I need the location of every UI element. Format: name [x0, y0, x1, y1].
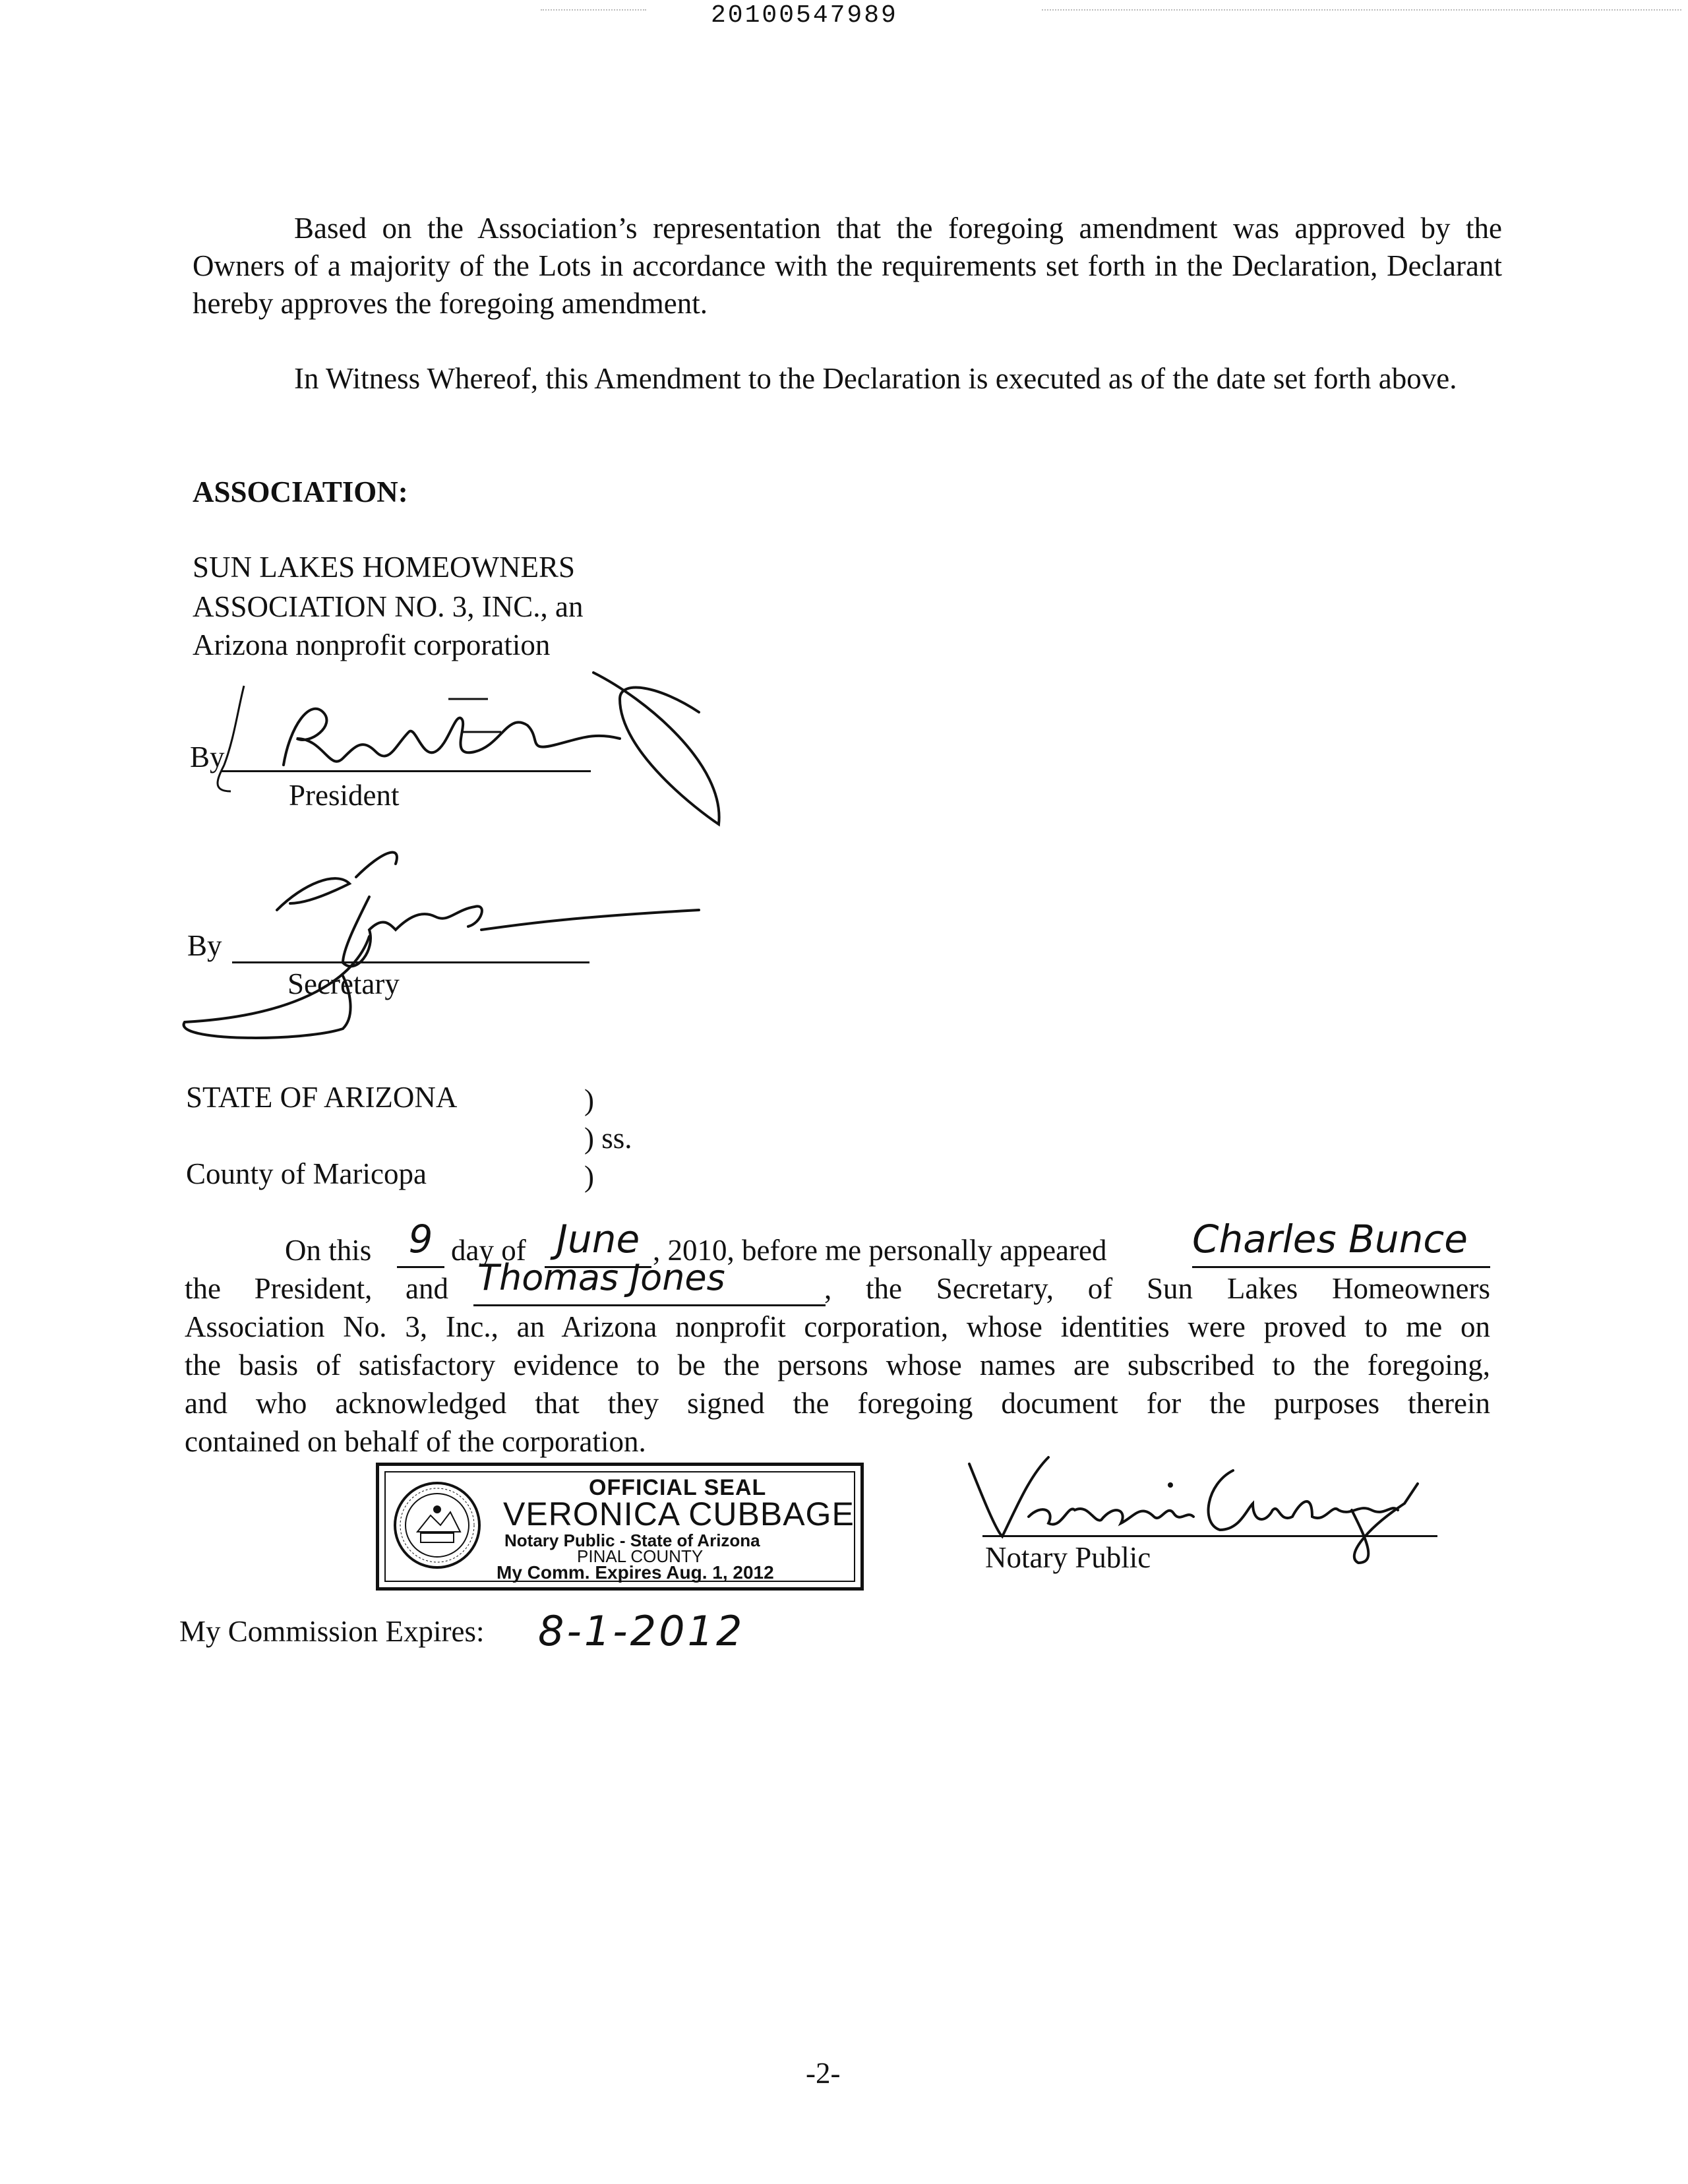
ack-secretary-name: Thomas Jones: [473, 1252, 826, 1306]
ack-line5: and who acknowledged that they signed the foregoing document for the purposes therein: [185, 1387, 1490, 1420]
venue-paren-ss: ) ss.: [584, 1122, 632, 1155]
association-name-line3: Arizona nonprofit corporation: [193, 628, 551, 661]
ack-line4: the basis of satisfactory evidence to be the persons whose names are subscribed to the foregoing,: [185, 1349, 1490, 1381]
page-number: -2-: [806, 2057, 841, 2090]
seal-official-seal: OFFICIAL SEAL: [589, 1475, 767, 1500]
state-seal-emblem-icon: [391, 1479, 483, 1571]
scan-line-left: [541, 9, 646, 11]
venue-paren-top: ): [584, 1083, 594, 1116]
ack-year-text: , 2010, before me personally appeared: [653, 1234, 1107, 1267]
ack-month-value: June: [545, 1212, 651, 1268]
association-name-line1: SUN LAKES HOMEOWNERS: [193, 551, 576, 584]
ack-the-president: the President, and: [185, 1272, 448, 1305]
approval-paragraph: Based on the Association’s representation that the foregoing amendment was approved by the Owners of a majority of the Lots in accordance with the requirements set forth in the Declaration, Declarant hereby approves the foregoing amendment.: [193, 212, 1502, 320]
seal-notary-name: VERONICA CUBBAGE: [503, 1496, 855, 1532]
seal-county: PINAL COUNTY: [577, 1546, 704, 1566]
notary-public-label: Notary Public: [985, 1541, 1151, 1574]
secretary-by-label: By: [187, 929, 222, 962]
ack-day-of: day of: [451, 1234, 526, 1267]
president-by-label: By: [190, 741, 225, 774]
ack-on-this: On this: [285, 1234, 372, 1267]
seal-expiration: My Comm. Expires Aug. 1, 2012: [497, 1562, 774, 1583]
ack-line3: Association No. 3, Inc., an Arizona nonprofit corporation, whose identities were proved to me on: [185, 1310, 1490, 1343]
association-name-line2: ASSOCIATION NO. 3, INC., an: [193, 590, 584, 623]
president-title-label: President: [289, 779, 400, 812]
witness-paragraph: In Witness Whereof, this Amendment to the Declaration is executed as of the date set forth above.: [294, 362, 1457, 395]
venue-county: County of Maricopa: [186, 1157, 427, 1190]
ack-the-secretary: , the Secretary, of Sun Lakes Homeowners: [824, 1272, 1490, 1305]
secretary-signature: [171, 844, 712, 1048]
venue-state: STATE OF ARIZONA: [186, 1081, 458, 1114]
ack-day-value: 9: [397, 1212, 444, 1268]
president-signature: [198, 659, 738, 837]
notary-signature-line: [982, 1535, 1437, 1537]
document-number: 20100547989: [711, 1, 898, 30]
notary-seal-stamp: [376, 1463, 864, 1591]
secretary-title-label: Secretary: [287, 967, 400, 1000]
venue-paren-bottom: ): [584, 1160, 594, 1193]
commission-label: My Commission Expires:: [179, 1615, 485, 1648]
ack-line6: contained on behalf of the corporation.: [185, 1425, 646, 1458]
ack-president-name: Charles Bunce: [1192, 1212, 1490, 1268]
seal-notary-state: Notary Public - State of Arizona: [504, 1531, 760, 1550]
association-heading: ASSOCIATION:: [193, 475, 408, 508]
scan-line-right: [1042, 9, 1681, 11]
commission-value: 8-1-2012: [538, 1607, 745, 1655]
